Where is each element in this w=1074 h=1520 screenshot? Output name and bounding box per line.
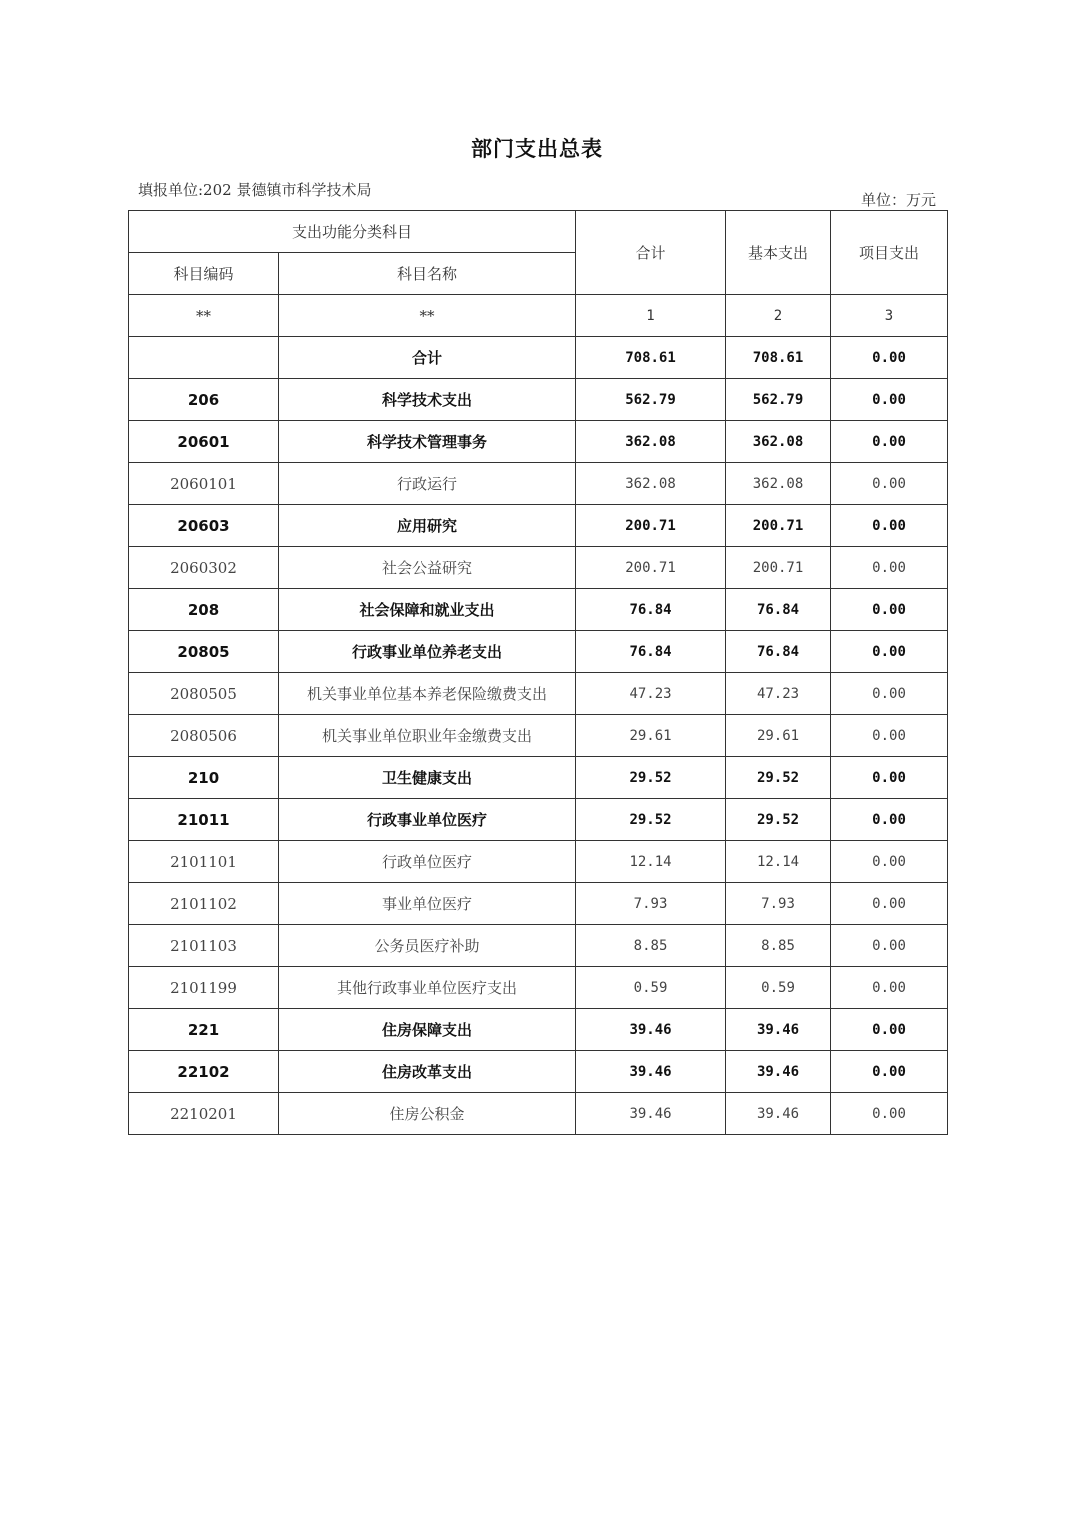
project-cell: 0.00 xyxy=(831,379,948,421)
project-cell: 0.00 xyxy=(831,967,948,1009)
table-row xyxy=(129,631,948,673)
header-row-1 xyxy=(129,211,948,253)
name-cell: 其他行政事业单位医疗支出 xyxy=(279,967,576,1009)
header-name: 科目名称 xyxy=(279,253,576,295)
project-cell: 0.00 xyxy=(831,505,948,547)
table-row xyxy=(129,799,948,841)
code-cell: 206 xyxy=(129,379,279,421)
code-cell: 2060101 xyxy=(129,463,279,505)
project-cell: 0.00 xyxy=(831,337,948,379)
total-cell: 39.46 xyxy=(576,1051,726,1093)
project-cell: 0.00 xyxy=(831,421,948,463)
index-cell: 3 xyxy=(831,295,948,337)
project-cell: 0.00 xyxy=(831,1009,948,1051)
project-cell: 0.00 xyxy=(831,715,948,757)
index-cell: ** xyxy=(279,295,576,337)
table-row xyxy=(129,925,948,967)
table-body xyxy=(129,211,948,1135)
name-cell: 事业单位医疗 xyxy=(279,883,576,925)
project-cell: 0.00 xyxy=(831,631,948,673)
header-total: 合计 xyxy=(576,211,726,295)
total-cell: 362.08 xyxy=(576,421,726,463)
table-row xyxy=(129,757,948,799)
table-row xyxy=(129,589,948,631)
name-cell: 社会公益研究 xyxy=(279,547,576,589)
total-cell: 7.93 xyxy=(576,883,726,925)
table-row xyxy=(129,841,948,883)
project-cell: 0.00 xyxy=(831,799,948,841)
header-group: 支出功能分类科目 xyxy=(129,211,576,253)
name-cell: 住房改革支出 xyxy=(279,1051,576,1093)
code-cell: 208 xyxy=(129,589,279,631)
basic-cell: 7.93 xyxy=(726,883,831,925)
name-cell: 公务员医疗补助 xyxy=(279,925,576,967)
basic-cell: 362.08 xyxy=(726,421,831,463)
code-cell: 2101103 xyxy=(129,925,279,967)
table-row xyxy=(129,337,948,379)
basic-cell: 39.46 xyxy=(726,1093,831,1135)
name-cell: 卫生健康支出 xyxy=(279,757,576,799)
name-cell: 应用研究 xyxy=(279,505,576,547)
name-cell: 行政事业单位养老支出 xyxy=(279,631,576,673)
code-cell: 2101199 xyxy=(129,967,279,1009)
table-row xyxy=(129,967,948,1009)
code-cell: 21011 xyxy=(129,799,279,841)
name-cell: 合计 xyxy=(279,337,576,379)
total-cell: 8.85 xyxy=(576,925,726,967)
index-cell: ** xyxy=(129,295,279,337)
code-cell: 2080506 xyxy=(129,715,279,757)
code-cell: 221 xyxy=(129,1009,279,1051)
total-cell: 29.52 xyxy=(576,799,726,841)
table-row xyxy=(129,421,948,463)
code-cell: 2210201 xyxy=(129,1093,279,1135)
total-cell: 200.71 xyxy=(576,547,726,589)
currency-unit: 单位：万元 xyxy=(860,191,936,209)
total-cell: 76.84 xyxy=(576,589,726,631)
table-row xyxy=(129,1009,948,1051)
code-cell: 20601 xyxy=(129,421,279,463)
table-row xyxy=(129,673,948,715)
basic-cell: 76.84 xyxy=(726,589,831,631)
total-cell: 200.71 xyxy=(576,505,726,547)
project-cell: 0.00 xyxy=(831,463,948,505)
name-cell: 社会保障和就业支出 xyxy=(279,589,576,631)
basic-cell: 362.08 xyxy=(726,463,831,505)
table-row xyxy=(129,505,948,547)
basic-cell: 39.46 xyxy=(726,1009,831,1051)
total-cell: 76.84 xyxy=(576,631,726,673)
basic-cell: 200.71 xyxy=(726,547,831,589)
total-cell: 29.61 xyxy=(576,715,726,757)
table-row xyxy=(129,883,948,925)
total-cell: 47.23 xyxy=(576,673,726,715)
basic-cell: 29.52 xyxy=(726,757,831,799)
index-cell: 2 xyxy=(726,295,831,337)
name-cell: 科学技术支出 xyxy=(279,379,576,421)
total-cell: 39.46 xyxy=(576,1093,726,1135)
reporting-unit: 填报单位:202 景德镇市科学技术局 xyxy=(138,181,372,199)
name-cell: 行政事业单位医疗 xyxy=(279,799,576,841)
table-row xyxy=(129,1051,948,1093)
project-cell: 0.00 xyxy=(831,841,948,883)
total-cell: 708.61 xyxy=(576,337,726,379)
total-cell: 0.59 xyxy=(576,967,726,1009)
basic-cell: 29.61 xyxy=(726,715,831,757)
project-cell: 0.00 xyxy=(831,1051,948,1093)
basic-cell: 12.14 xyxy=(726,841,831,883)
total-cell: 562.79 xyxy=(576,379,726,421)
name-cell: 住房公积金 xyxy=(279,1093,576,1135)
name-cell: 机关事业单位职业年金缴费支出 xyxy=(279,715,576,757)
basic-cell: 29.52 xyxy=(726,799,831,841)
table-row xyxy=(129,547,948,589)
code-cell: 2101102 xyxy=(129,883,279,925)
basic-cell: 76.84 xyxy=(726,631,831,673)
page-title: 部门支出总表 xyxy=(471,137,603,161)
code-cell xyxy=(129,337,279,379)
basic-cell: 200.71 xyxy=(726,505,831,547)
project-cell: 0.00 xyxy=(831,925,948,967)
name-cell: 机关事业单位基本养老保险缴费支出 xyxy=(279,673,576,715)
project-cell: 0.00 xyxy=(831,1093,948,1135)
project-cell: 0.00 xyxy=(831,757,948,799)
header-basic: 基本支出 xyxy=(726,211,831,295)
project-cell: 0.00 xyxy=(831,547,948,589)
code-cell: 210 xyxy=(129,757,279,799)
project-cell: 0.00 xyxy=(831,673,948,715)
table-row xyxy=(129,379,948,421)
code-cell: 2101101 xyxy=(129,841,279,883)
total-cell: 12.14 xyxy=(576,841,726,883)
code-cell: 2080505 xyxy=(129,673,279,715)
basic-cell: 708.61 xyxy=(726,337,831,379)
header-project: 项目支出 xyxy=(831,211,948,295)
code-cell: 2060302 xyxy=(129,547,279,589)
code-cell: 22102 xyxy=(129,1051,279,1093)
table-row xyxy=(129,1093,948,1135)
index-cell: 1 xyxy=(576,295,726,337)
name-cell: 科学技术管理事务 xyxy=(279,421,576,463)
total-cell: 39.46 xyxy=(576,1009,726,1051)
code-cell: 20603 xyxy=(129,505,279,547)
total-cell: 362.08 xyxy=(576,463,726,505)
name-cell: 住房保障支出 xyxy=(279,1009,576,1051)
basic-cell: 8.85 xyxy=(726,925,831,967)
project-cell: 0.00 xyxy=(831,589,948,631)
basic-cell: 562.79 xyxy=(726,379,831,421)
header-code: 科目编码 xyxy=(129,253,279,295)
project-cell: 0.00 xyxy=(831,883,948,925)
basic-cell: 39.46 xyxy=(726,1051,831,1093)
basic-cell: 0.59 xyxy=(726,967,831,1009)
index-row xyxy=(129,295,948,337)
name-cell: 行政单位医疗 xyxy=(279,841,576,883)
total-cell: 29.52 xyxy=(576,757,726,799)
table-row xyxy=(129,715,948,757)
basic-cell: 47.23 xyxy=(726,673,831,715)
expenditure-table xyxy=(128,210,948,1135)
code-cell: 20805 xyxy=(129,631,279,673)
table-row xyxy=(129,463,948,505)
name-cell: 行政运行 xyxy=(279,463,576,505)
